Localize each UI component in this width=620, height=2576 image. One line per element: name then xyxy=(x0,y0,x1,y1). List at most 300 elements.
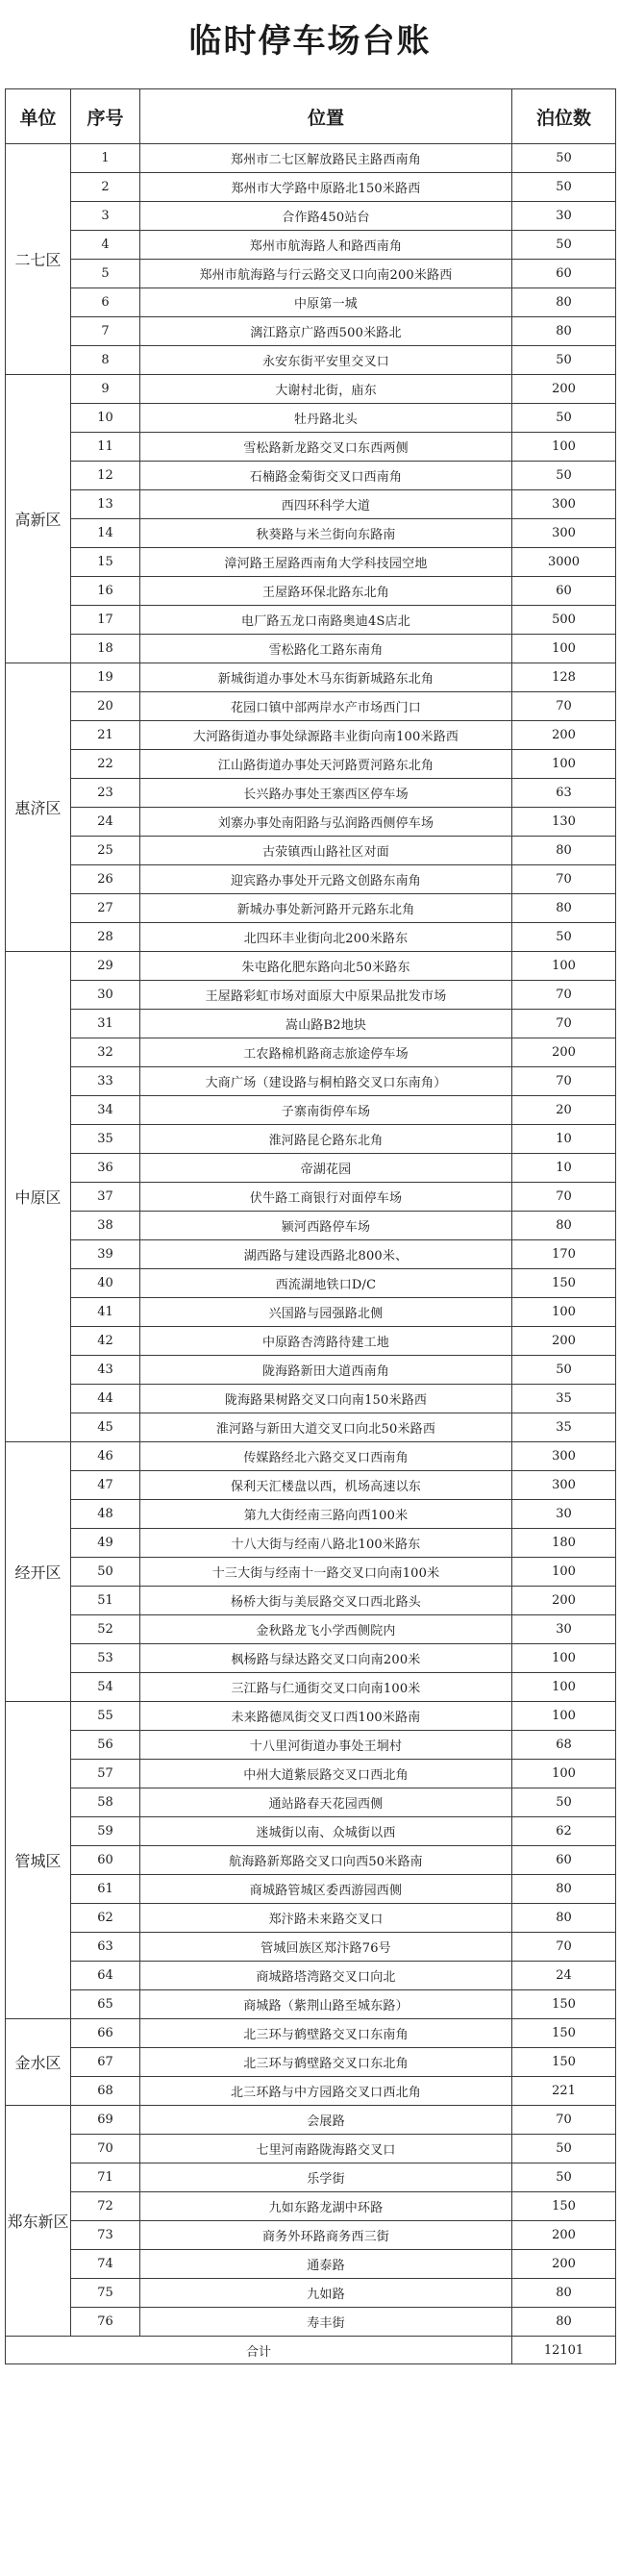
location-cell: 陇海路新田大道西南角 xyxy=(140,1356,512,1385)
table-row xyxy=(6,1846,616,1875)
capacity-cell: 200 xyxy=(512,2250,616,2279)
table-row xyxy=(6,837,616,865)
location-cell: 中州大道紫辰路交叉口西北角 xyxy=(140,1760,512,1788)
parking-ledger-table xyxy=(5,88,616,2364)
seq-cell: 24 xyxy=(71,808,140,837)
location-cell: 未来路德凤街交叉口西100米路南 xyxy=(140,1702,512,1731)
table-row xyxy=(6,1500,616,1529)
table-row xyxy=(6,1212,616,1240)
table-row xyxy=(6,1356,616,1385)
capacity-cell: 80 xyxy=(512,837,616,865)
capacity-cell: 50 xyxy=(512,404,616,433)
page-title: 临时停车场台账 xyxy=(188,21,432,61)
capacity-cell: 35 xyxy=(512,1413,616,1442)
table-row xyxy=(6,1529,616,1558)
capacity-cell: 30 xyxy=(512,1615,616,1644)
seq-cell: 10 xyxy=(71,404,140,433)
unit-cell: 郑东新区 xyxy=(6,2106,71,2337)
seq-cell: 75 xyxy=(71,2279,140,2308)
location-cell: 王屋路彩虹市场对面原大中原果品批发市场 xyxy=(140,981,512,1010)
capacity-cell: 100 xyxy=(512,952,616,981)
total-label: 合计 xyxy=(6,2337,512,2364)
capacity-cell: 50 xyxy=(512,231,616,260)
table-row xyxy=(6,404,616,433)
capacity-cell: 100 xyxy=(512,1702,616,1731)
seq-cell: 6 xyxy=(71,288,140,317)
total-row xyxy=(6,2337,616,2364)
location-cell: 商城路塔湾路交叉口向北 xyxy=(140,1962,512,1990)
location-cell: 子寨南街停车场 xyxy=(140,1096,512,1125)
capacity-cell: 80 xyxy=(512,1904,616,1933)
location-cell: 伏牛路工商银行对面停车场 xyxy=(140,1183,512,1212)
seq-cell: 37 xyxy=(71,1183,140,1212)
seq-cell: 55 xyxy=(71,1702,140,1731)
table-row xyxy=(6,260,616,288)
capacity-cell: 150 xyxy=(512,2019,616,2048)
location-cell: 北四环丰业街向北200米路东 xyxy=(140,923,512,952)
capacity-cell: 100 xyxy=(512,1644,616,1673)
seq-cell: 1 xyxy=(71,144,140,173)
seq-cell: 30 xyxy=(71,981,140,1010)
capacity-cell: 150 xyxy=(512,2048,616,2077)
seq-cell: 11 xyxy=(71,433,140,462)
location-cell: 雪松路化工路东南角 xyxy=(140,635,512,663)
table-row xyxy=(6,1933,616,1962)
table-row xyxy=(6,808,616,837)
capacity-cell: 100 xyxy=(512,433,616,462)
seq-cell: 15 xyxy=(71,548,140,577)
capacity-cell: 50 xyxy=(512,1788,616,1817)
capacity-cell: 60 xyxy=(512,1846,616,1875)
table-row xyxy=(6,2192,616,2221)
location-cell: 帝湖花园 xyxy=(140,1154,512,1183)
seq-cell: 23 xyxy=(71,779,140,808)
header-location: 位置 xyxy=(140,89,512,144)
location-cell: 西流湖地铁口D/C xyxy=(140,1269,512,1298)
capacity-cell: 70 xyxy=(512,1010,616,1038)
seq-cell: 73 xyxy=(71,2221,140,2250)
location-cell: 漳河路王屋路西南角大学科技园空地 xyxy=(140,548,512,577)
location-cell: 保利天汇楼盘以西，机场高速以东 xyxy=(140,1471,512,1500)
seq-cell: 33 xyxy=(71,1067,140,1096)
table-row xyxy=(6,721,616,750)
location-cell: 工农路棉机路商志旅途停车场 xyxy=(140,1038,512,1067)
table-row xyxy=(6,1788,616,1817)
location-cell: 郑州市航海路人和路西南角 xyxy=(140,231,512,260)
table-row xyxy=(6,1817,616,1846)
capacity-cell: 70 xyxy=(512,1183,616,1212)
capacity-cell: 10 xyxy=(512,1125,616,1154)
seq-cell: 20 xyxy=(71,692,140,721)
location-cell: 兴国路与园强路北侧 xyxy=(140,1298,512,1327)
location-cell: 传媒路经北六路交叉口西南角 xyxy=(140,1442,512,1471)
seq-cell: 68 xyxy=(71,2077,140,2106)
table-row xyxy=(6,1240,616,1269)
seq-cell: 40 xyxy=(71,1269,140,1298)
capacity-cell: 200 xyxy=(512,1587,616,1615)
location-cell: 十八里河街道办事处王垌村 xyxy=(140,1731,512,1760)
capacity-cell: 170 xyxy=(512,1240,616,1269)
unit-cell: 经开区 xyxy=(6,1442,71,1702)
location-cell: 金秋路龙飞小学西侧院内 xyxy=(140,1615,512,1644)
seq-cell: 70 xyxy=(71,2135,140,2163)
capacity-cell: 200 xyxy=(512,2221,616,2250)
seq-cell: 26 xyxy=(71,865,140,894)
capacity-cell: 50 xyxy=(512,2135,616,2163)
location-cell: 王屋路环保北路东北角 xyxy=(140,577,512,606)
table-row xyxy=(6,2135,616,2163)
seq-cell: 42 xyxy=(71,1327,140,1356)
table-row xyxy=(6,317,616,346)
capacity-cell: 100 xyxy=(512,1298,616,1327)
location-cell: 商务外环路商务西三街 xyxy=(140,2221,512,2250)
table-row xyxy=(6,1038,616,1067)
seq-cell: 25 xyxy=(71,837,140,865)
location-cell: 永安东街平安里交叉口 xyxy=(140,346,512,375)
table-row xyxy=(6,2106,616,2135)
capacity-cell: 221 xyxy=(512,2077,616,2106)
seq-cell: 67 xyxy=(71,2048,140,2077)
table-row xyxy=(6,202,616,231)
location-cell: 北三环与鹤壁路交叉口东南角 xyxy=(140,2019,512,2048)
table-row xyxy=(6,2279,616,2308)
capacity-cell: 50 xyxy=(512,923,616,952)
seq-cell: 71 xyxy=(71,2163,140,2192)
seq-cell: 47 xyxy=(71,1471,140,1500)
capacity-cell: 20 xyxy=(512,1096,616,1125)
location-cell: 雪松路新龙路交叉口东西两侧 xyxy=(140,433,512,462)
seq-cell: 3 xyxy=(71,202,140,231)
table-row xyxy=(6,231,616,260)
capacity-cell: 60 xyxy=(512,260,616,288)
seq-cell: 53 xyxy=(71,1644,140,1673)
location-cell: 大谢村北街，庙东 xyxy=(140,375,512,404)
location-cell: 湖西路与建设西路北800米、 xyxy=(140,1240,512,1269)
seq-cell: 18 xyxy=(71,635,140,663)
capacity-cell: 70 xyxy=(512,692,616,721)
location-cell: 三江路与仁通街交叉口向南100米 xyxy=(140,1673,512,1702)
table-row xyxy=(6,1904,616,1933)
location-cell: 秋葵路与米兰街向东路南 xyxy=(140,519,512,548)
capacity-cell: 10 xyxy=(512,1154,616,1183)
unit-cell: 二七区 xyxy=(6,144,71,375)
table-row xyxy=(6,433,616,462)
seq-cell: 35 xyxy=(71,1125,140,1154)
header-unit: 单位 xyxy=(6,89,71,144)
location-cell: 淮河路与新田大道交叉口向北50米路西 xyxy=(140,1413,512,1442)
seq-cell: 8 xyxy=(71,346,140,375)
table-row xyxy=(6,663,616,692)
capacity-cell: 200 xyxy=(512,721,616,750)
location-cell: 陇海路果树路交叉口向南150米路西 xyxy=(140,1385,512,1413)
table-row xyxy=(6,346,616,375)
location-cell: 合作路450站台 xyxy=(140,202,512,231)
location-cell: 花园口镇中部两岸水产市场西门口 xyxy=(140,692,512,721)
capacity-cell: 130 xyxy=(512,808,616,837)
capacity-cell: 70 xyxy=(512,1933,616,1962)
location-cell: 电厂路五龙口南路奥迪4S店北 xyxy=(140,606,512,635)
capacity-cell: 200 xyxy=(512,1038,616,1067)
capacity-cell: 50 xyxy=(512,2163,616,2192)
location-cell: 大商广场（建设路与桐柏路交叉口东南角） xyxy=(140,1067,512,1096)
seq-cell: 44 xyxy=(71,1385,140,1413)
table-row xyxy=(6,1731,616,1760)
seq-cell: 64 xyxy=(71,1962,140,1990)
seq-cell: 63 xyxy=(71,1933,140,1962)
seq-cell: 4 xyxy=(71,231,140,260)
seq-cell: 52 xyxy=(71,1615,140,1644)
header-row xyxy=(6,89,616,144)
capacity-cell: 70 xyxy=(512,1067,616,1096)
table-row xyxy=(6,1269,616,1298)
table-row xyxy=(6,490,616,519)
capacity-cell: 35 xyxy=(512,1385,616,1413)
location-cell: 古荥镇西山路社区对面 xyxy=(140,837,512,865)
capacity-cell: 100 xyxy=(512,1558,616,1587)
capacity-cell: 300 xyxy=(512,1471,616,1500)
location-cell: 郑汴路未来路交叉口 xyxy=(140,1904,512,1933)
capacity-cell: 30 xyxy=(512,1500,616,1529)
table-row xyxy=(6,865,616,894)
seq-cell: 56 xyxy=(71,1731,140,1760)
table-row xyxy=(6,2019,616,2048)
location-cell: 迎宾路办事处开元路文创路东南角 xyxy=(140,865,512,894)
header-capacity: 泊位数 xyxy=(512,89,616,144)
location-cell: 十八大街与经南八路北100米路东 xyxy=(140,1529,512,1558)
table-row xyxy=(6,1010,616,1038)
capacity-cell: 24 xyxy=(512,1962,616,1990)
unit-cell: 惠济区 xyxy=(6,663,71,952)
location-cell: 嵩山路B2地块 xyxy=(140,1010,512,1038)
capacity-cell: 180 xyxy=(512,1529,616,1558)
seq-cell: 36 xyxy=(71,1154,140,1183)
capacity-cell: 200 xyxy=(512,375,616,404)
location-cell: 北三环路与中方园路交叉口西北角 xyxy=(140,2077,512,2106)
location-cell: 颍河西路停车场 xyxy=(140,1212,512,1240)
capacity-cell: 3000 xyxy=(512,548,616,577)
table-row xyxy=(6,1990,616,2019)
location-cell: 九如路 xyxy=(140,2279,512,2308)
location-cell: 牡丹路北头 xyxy=(140,404,512,433)
location-cell: 新城办事处新河路开元路东北角 xyxy=(140,894,512,923)
table-row xyxy=(6,779,616,808)
unit-cell: 金水区 xyxy=(6,2019,71,2106)
location-cell: 刘寨办事处南阳路与弘润路西侧停车场 xyxy=(140,808,512,837)
location-cell: 中原路杏湾路待建工地 xyxy=(140,1327,512,1356)
seq-cell: 72 xyxy=(71,2192,140,2221)
table-row xyxy=(6,144,616,173)
capacity-cell: 62 xyxy=(512,1817,616,1846)
table-row xyxy=(6,635,616,663)
location-cell: 北三环与鹤壁路交叉口东北角 xyxy=(140,2048,512,2077)
seq-cell: 19 xyxy=(71,663,140,692)
seq-cell: 32 xyxy=(71,1038,140,1067)
seq-cell: 29 xyxy=(71,952,140,981)
table-row xyxy=(6,981,616,1010)
location-cell: 通泰路 xyxy=(140,2250,512,2279)
unit-cell: 中原区 xyxy=(6,952,71,1442)
location-cell: 寿丰街 xyxy=(140,2308,512,2337)
seq-cell: 50 xyxy=(71,1558,140,1587)
capacity-cell: 100 xyxy=(512,635,616,663)
seq-cell: 38 xyxy=(71,1212,140,1240)
seq-cell: 46 xyxy=(71,1442,140,1471)
capacity-cell: 100 xyxy=(512,1673,616,1702)
seq-cell: 5 xyxy=(71,260,140,288)
table-row xyxy=(6,2048,616,2077)
location-cell: 西四环科学大道 xyxy=(140,490,512,519)
capacity-cell: 50 xyxy=(512,462,616,490)
table-row xyxy=(6,2308,616,2337)
unit-cell: 管城区 xyxy=(6,1702,71,2019)
seq-cell: 2 xyxy=(71,173,140,202)
capacity-cell: 50 xyxy=(512,346,616,375)
capacity-cell: 100 xyxy=(512,1760,616,1788)
seq-cell: 7 xyxy=(71,317,140,346)
table-row xyxy=(6,2163,616,2192)
seq-cell: 48 xyxy=(71,1500,140,1529)
capacity-cell: 63 xyxy=(512,779,616,808)
capacity-cell: 70 xyxy=(512,865,616,894)
seq-cell: 28 xyxy=(71,923,140,952)
table-row xyxy=(6,548,616,577)
table-row xyxy=(6,1327,616,1356)
table-row xyxy=(6,288,616,317)
table-row xyxy=(6,1587,616,1615)
total-value: 12101 xyxy=(512,2337,616,2364)
header-seq: 序号 xyxy=(71,89,140,144)
capacity-cell: 500 xyxy=(512,606,616,635)
location-cell: 通站路春天花园西侧 xyxy=(140,1788,512,1817)
seq-cell: 43 xyxy=(71,1356,140,1385)
table-row xyxy=(6,462,616,490)
seq-cell: 45 xyxy=(71,1413,140,1442)
table-row xyxy=(6,1673,616,1702)
capacity-cell: 128 xyxy=(512,663,616,692)
capacity-cell: 100 xyxy=(512,750,616,779)
table-row xyxy=(6,519,616,548)
table-row xyxy=(6,2221,616,2250)
location-cell: 管城回族区郑汴路76号 xyxy=(140,1933,512,1962)
table-row xyxy=(6,1875,616,1904)
capacity-cell: 80 xyxy=(512,288,616,317)
capacity-cell: 70 xyxy=(512,2106,616,2135)
capacity-cell: 80 xyxy=(512,2308,616,2337)
location-cell: 大河路街道办事处绿源路丰业街向南100米路西 xyxy=(140,721,512,750)
capacity-cell: 30 xyxy=(512,202,616,231)
location-cell: 乐学街 xyxy=(140,2163,512,2192)
seq-cell: 16 xyxy=(71,577,140,606)
location-cell: 七里河南路陇海路交叉口 xyxy=(140,2135,512,2163)
table-row xyxy=(6,1962,616,1990)
table-row xyxy=(6,1615,616,1644)
location-cell: 中原第一城 xyxy=(140,288,512,317)
capacity-cell: 60 xyxy=(512,577,616,606)
capacity-cell: 68 xyxy=(512,1731,616,1760)
table-header xyxy=(6,89,616,144)
seq-cell: 13 xyxy=(71,490,140,519)
table-row xyxy=(6,375,616,404)
table-row xyxy=(6,750,616,779)
location-cell: 郑州市大学路中原路北150米路西 xyxy=(140,173,512,202)
table-row xyxy=(6,2250,616,2279)
seq-cell: 58 xyxy=(71,1788,140,1817)
seq-cell: 31 xyxy=(71,1010,140,1038)
capacity-cell: 150 xyxy=(512,1990,616,2019)
seq-cell: 61 xyxy=(71,1875,140,1904)
location-cell: 枫杨路与绿达路交叉口向南200米 xyxy=(140,1644,512,1673)
seq-cell: 66 xyxy=(71,2019,140,2048)
location-cell: 商城路管城区委西游园西侧 xyxy=(140,1875,512,1904)
capacity-cell: 300 xyxy=(512,519,616,548)
table-row xyxy=(6,894,616,923)
location-cell: 新城街道办事处木马东街新城路东北角 xyxy=(140,663,512,692)
location-cell: 第九大街经南三路向西100米 xyxy=(140,1500,512,1529)
location-cell: 江山路街道办事处天河路贾河路东北角 xyxy=(140,750,512,779)
table-body xyxy=(6,144,616,2337)
seq-cell: 27 xyxy=(71,894,140,923)
location-cell: 迷城街以南、众城街以西 xyxy=(140,1817,512,1846)
location-cell: 漓江路京广路西500米路北 xyxy=(140,317,512,346)
table-row xyxy=(6,1702,616,1731)
capacity-cell: 80 xyxy=(512,317,616,346)
table-row xyxy=(6,1298,616,1327)
capacity-cell: 70 xyxy=(512,981,616,1010)
table-row xyxy=(6,1385,616,1413)
table-row xyxy=(6,952,616,981)
table-row xyxy=(6,1442,616,1471)
table-row xyxy=(6,1760,616,1788)
seq-cell: 60 xyxy=(71,1846,140,1875)
seq-cell: 62 xyxy=(71,1904,140,1933)
seq-cell: 39 xyxy=(71,1240,140,1269)
location-cell: 杨桥大街与美辰路交叉口西北路头 xyxy=(140,1587,512,1615)
seq-cell: 41 xyxy=(71,1298,140,1327)
seq-cell: 17 xyxy=(71,606,140,635)
capacity-cell: 300 xyxy=(512,490,616,519)
table-row xyxy=(6,2077,616,2106)
unit-cell: 高新区 xyxy=(6,375,71,663)
table-row xyxy=(6,1413,616,1442)
seq-cell: 59 xyxy=(71,1817,140,1846)
seq-cell: 69 xyxy=(71,2106,140,2135)
capacity-cell: 80 xyxy=(512,2279,616,2308)
capacity-cell: 80 xyxy=(512,1212,616,1240)
location-cell: 航海路新郑路交叉口向西50米路南 xyxy=(140,1846,512,1875)
capacity-cell: 150 xyxy=(512,2192,616,2221)
table-row xyxy=(6,606,616,635)
seq-cell: 49 xyxy=(71,1529,140,1558)
table-row xyxy=(6,173,616,202)
seq-cell: 54 xyxy=(71,1673,140,1702)
seq-cell: 51 xyxy=(71,1587,140,1615)
seq-cell: 65 xyxy=(71,1990,140,2019)
seq-cell: 9 xyxy=(71,375,140,404)
seq-cell: 12 xyxy=(71,462,140,490)
location-cell: 郑州市航海路与行云路交叉口向南200米路西 xyxy=(140,260,512,288)
capacity-cell: 80 xyxy=(512,894,616,923)
location-cell: 九如东路龙湖中环路 xyxy=(140,2192,512,2221)
table-footer xyxy=(6,2337,616,2364)
capacity-cell: 50 xyxy=(512,173,616,202)
seq-cell: 21 xyxy=(71,721,140,750)
location-cell: 会展路 xyxy=(140,2106,512,2135)
table-row xyxy=(6,1644,616,1673)
location-cell: 商城路（紫荆山路至城东路） xyxy=(140,1990,512,2019)
seq-cell: 76 xyxy=(71,2308,140,2337)
capacity-cell: 200 xyxy=(512,1327,616,1356)
table-row xyxy=(6,1154,616,1183)
